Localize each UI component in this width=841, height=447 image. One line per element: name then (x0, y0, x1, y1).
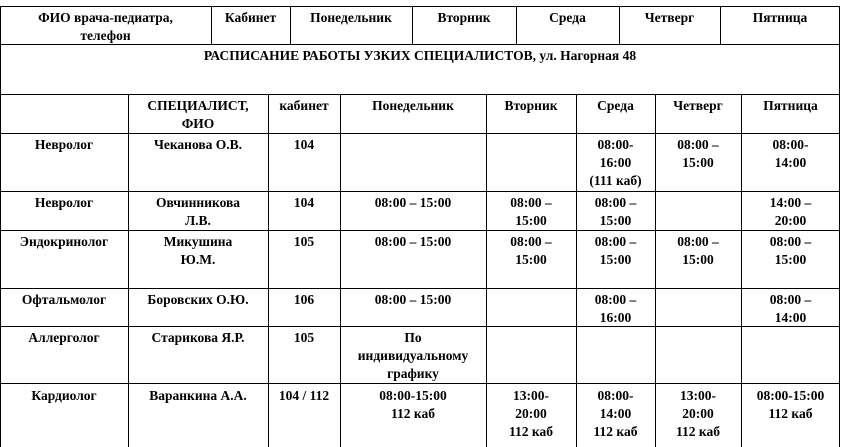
row-thu: 08:00 – 15:00 (677, 234, 719, 267)
col-cabinet: кабинет (279, 98, 329, 113)
row-role: Офтальмолог (21, 292, 107, 307)
col-thu: Четверг (673, 98, 723, 113)
row-wed: 08:00 – 16:00 (594, 292, 637, 325)
header-day-tue: Вторник (437, 10, 491, 25)
col-tue: Вторник (504, 98, 558, 113)
header-day-mon: Понедельник (310, 10, 392, 25)
row-thu: 13:00- 20:00 112 каб (676, 388, 720, 439)
row-name: Варанкина А.А. (149, 388, 247, 403)
row-fri: 08:00- 14:00 (772, 137, 809, 170)
row-role: Невролог (34, 195, 94, 210)
row-role: Невролог (34, 137, 94, 152)
row-wed: 08:00- 16:00 (111 каб) (589, 137, 642, 188)
row-fri: 08:00 – 15:00 (769, 234, 812, 267)
row-wed: 08:00 – 15:00 (594, 234, 637, 267)
row-wed: 08:00 – 15:00 (594, 195, 637, 228)
header-day-fri: Пятница (752, 10, 808, 25)
row-mon: 08:00 – 15:00 (374, 292, 452, 307)
row-wed: 08:00- 14:00 112 каб (593, 388, 638, 439)
row-name: Боровских О.Ю. (147, 292, 249, 307)
header-cabinet: Кабинет (224, 10, 277, 25)
col-specialist: СПЕЦИАЛИСТ, ФИО (147, 98, 249, 131)
row-fri: 08:00 – 14:00 (769, 292, 812, 325)
row-mon: 08:00 – 15:00 (374, 195, 452, 210)
header-doctor-phone: ФИО врача-педиатра, телефон (38, 10, 173, 43)
row-cabinet: 104 / 112 (278, 388, 330, 403)
row-fri: 14:00 – 20:00 (769, 195, 812, 228)
header-day-thu: Четверг (644, 10, 695, 25)
col-wed: Среда (597, 98, 634, 113)
row-mon: 08:00 – 15:00 (374, 234, 452, 249)
row-name: Старикова Я.Р. (151, 330, 245, 345)
header-day-wed: Среда (549, 10, 586, 25)
row-tue: 08:00 – 15:00 (510, 234, 552, 267)
row-tue: 08:00 – 15:00 (510, 195, 552, 228)
col-fri: Пятница (763, 98, 818, 113)
row-role: Аллерголог (28, 330, 100, 345)
page-title: РАСПИСАНИЕ РАБОТЫ УЗКИХ СПЕЦИАЛИСТОВ, ул. Нагорная 48 (203, 48, 637, 63)
row-tue: 13:00- 20:00 112 каб (509, 388, 553, 439)
row-cabinet: 105 (293, 234, 315, 249)
row-mon: 08:00-15:00 112 каб (379, 388, 447, 421)
row-cabinet: 104 (293, 195, 315, 210)
row-cabinet: 105 (293, 330, 315, 345)
row-cabinet: 106 (293, 292, 315, 307)
col-mon: Понедельник (372, 98, 454, 113)
row-name: Микушина Ю.М. (163, 234, 233, 267)
row-mon: По индивидуальному графику (357, 330, 469, 381)
row-fri: 08:00-15:00 112 каб (756, 388, 825, 421)
row-role: Кардиолог (31, 388, 97, 403)
row-name: Овчинникова Л.В. (155, 195, 241, 228)
row-name: Чеканова О.В. (153, 137, 243, 152)
row-cabinet: 104 (293, 137, 315, 152)
row-thu: 08:00 – 15:00 (677, 137, 719, 170)
row-role: Эндокринолог (19, 234, 109, 249)
